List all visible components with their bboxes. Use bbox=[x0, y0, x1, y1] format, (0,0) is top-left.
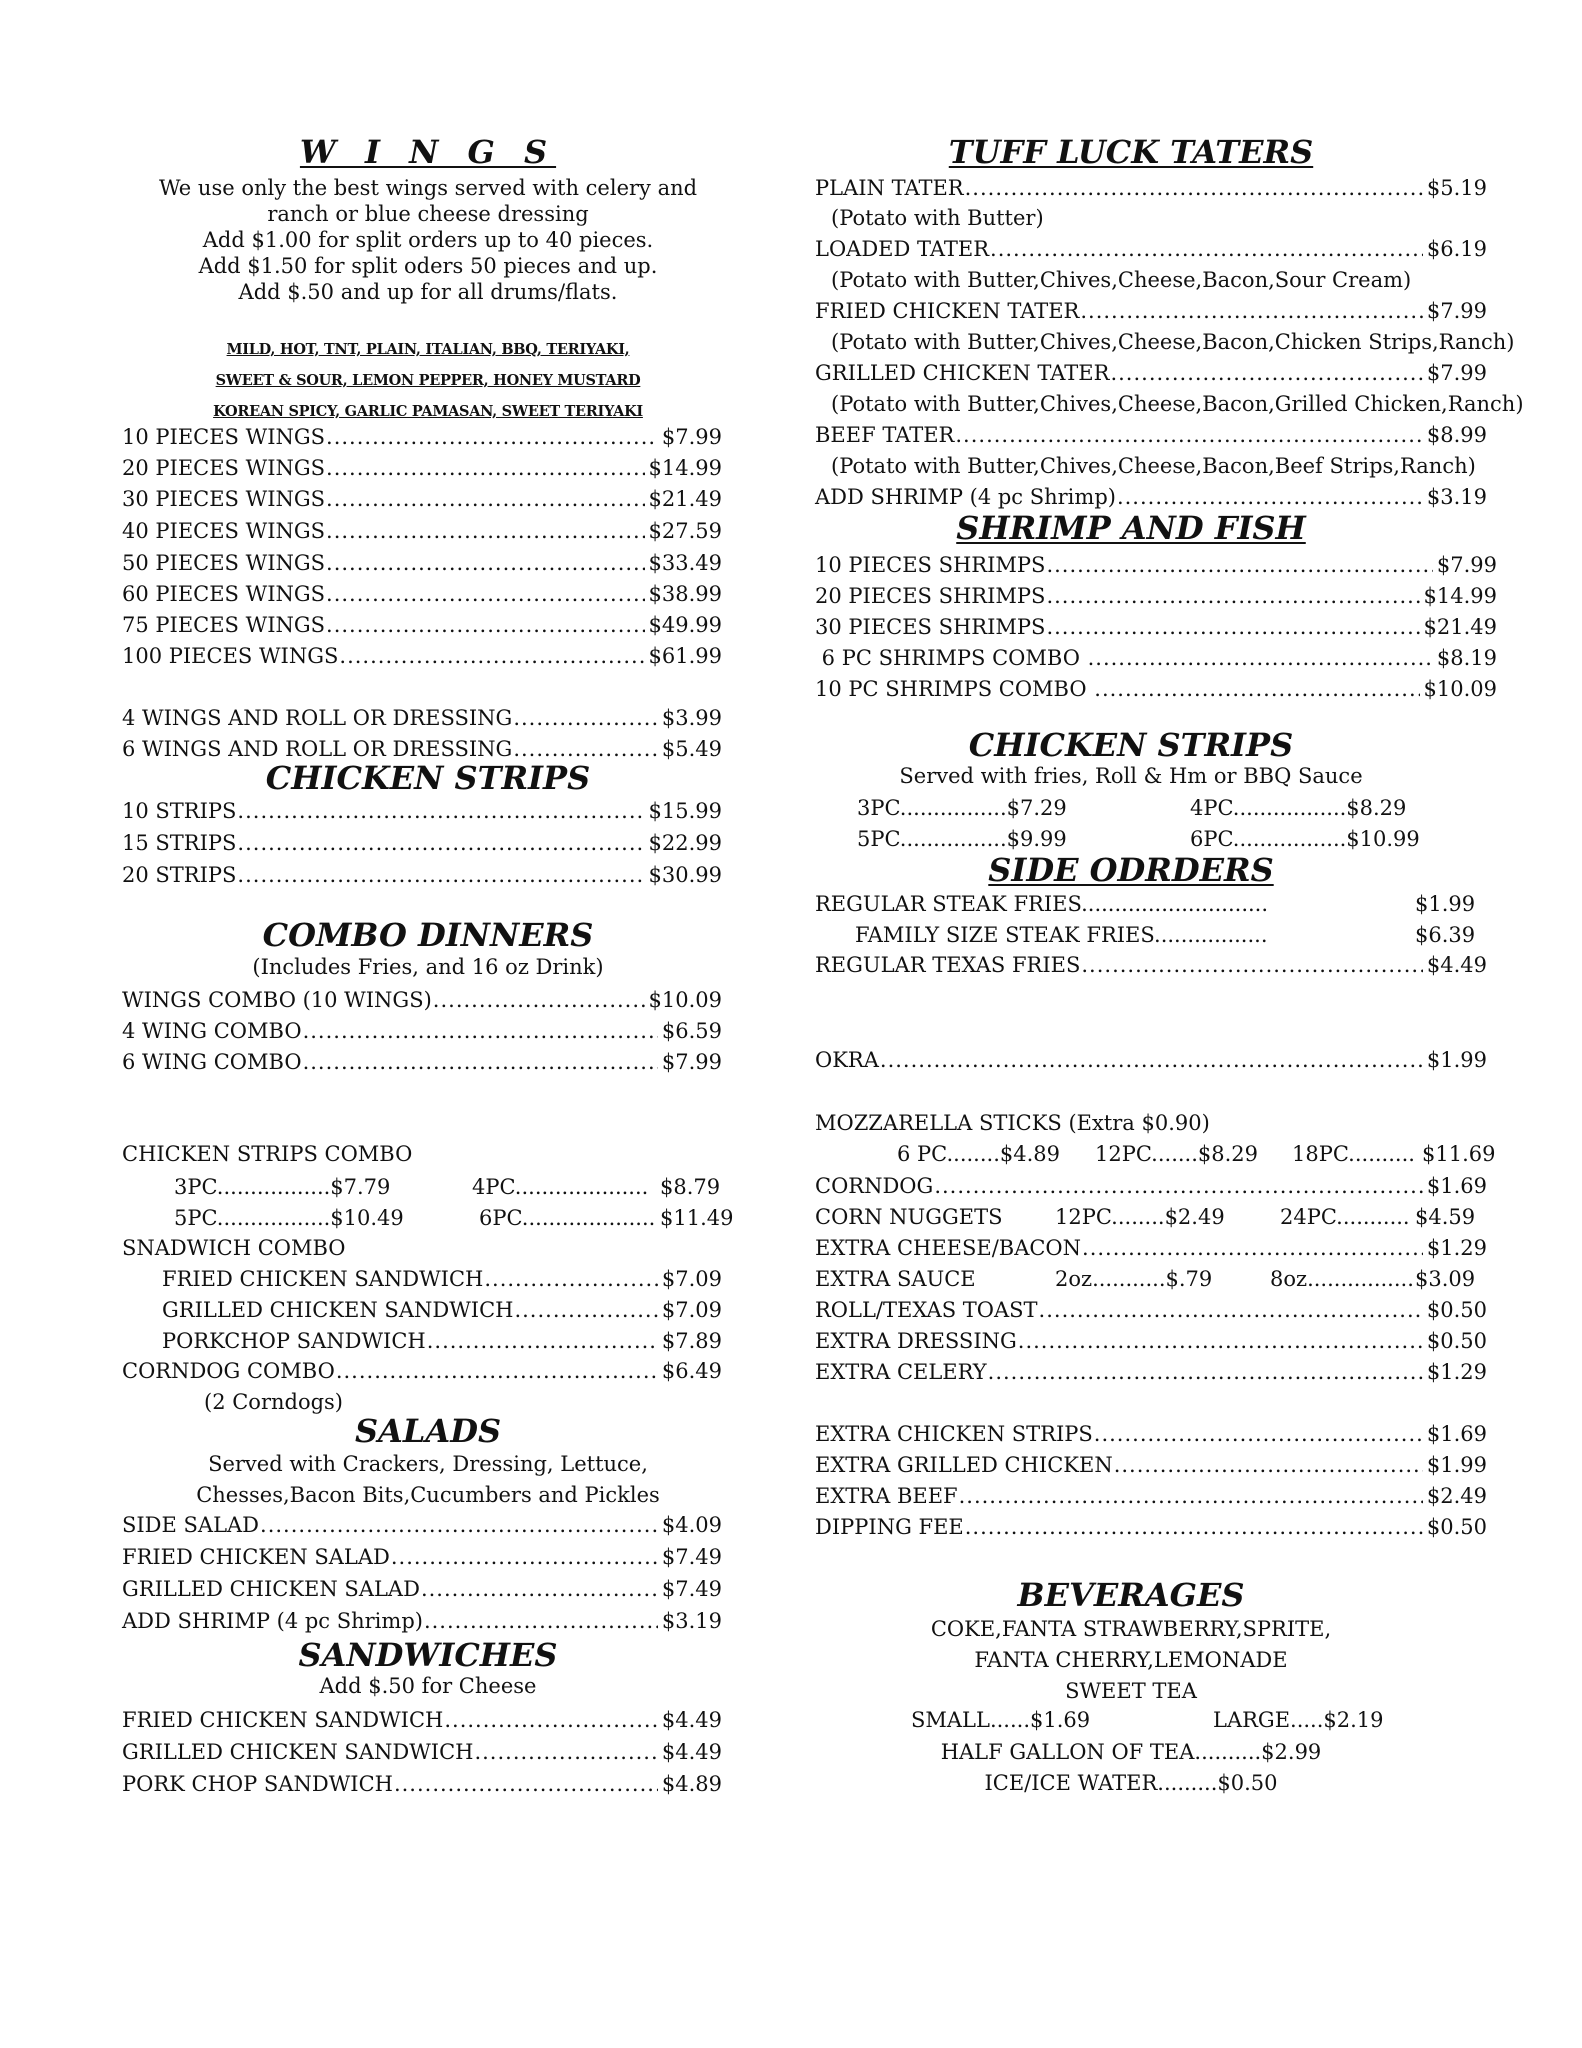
menu-item: ADD SHRIMP (4 pc Shrimp) ..... $3.19 bbox=[815, 484, 1487, 515]
corndog-combo bbox=[122, 1358, 722, 1384]
menu-item: EXTRA CHEESE/BACON ..... $1.29 bbox=[815, 1235, 1487, 1261]
wings-price-list bbox=[122, 424, 722, 674]
taters-list bbox=[815, 175, 1524, 515]
salads-title: SALADS bbox=[354, 1412, 502, 1450]
menu-item: PLAIN TATER ..... $5.19 bbox=[815, 175, 1487, 205]
menu-item: 40 PIECES WINGS ..... $27.59 bbox=[122, 518, 722, 550]
menu-item: 4 WINGS AND ROLL OR DRESSING ..... $3.99 bbox=[122, 705, 722, 736]
strips2-6pc: 6PC.................$10.99 bbox=[1190, 827, 1420, 851]
salads-description bbox=[122, 1449, 734, 1511]
menu-item: 10 PIECES WINGS ..... $7.99 bbox=[122, 424, 722, 455]
nuggets-label: CORN NUGGETS bbox=[815, 1205, 1003, 1229]
menu-item: ROLL/TEXAS TOAST ..... $0.50 bbox=[815, 1297, 1487, 1328]
taters-title: TUFF LUCK TATERS bbox=[948, 133, 1314, 171]
sauce-label: EXTRA SAUCE bbox=[815, 1267, 976, 1291]
menu-item: DIPPING FEE ..... $0.50 bbox=[815, 1514, 1487, 1545]
strips-combo-6pc-price: $11.49 bbox=[660, 1206, 734, 1230]
flavor-line: SWEET & SOUR, LEMON PEPPER, HONEY MUSTARD bbox=[215, 372, 641, 389]
menu-item: CORNDOG COMBO ..... $6.49 bbox=[122, 1358, 722, 1384]
shrimp-list bbox=[815, 552, 1505, 707]
menu-item: EXTRA BEEF ..... $2.49 bbox=[815, 1483, 1487, 1514]
menu-item: 30 PIECES WINGS ..... $21.49 bbox=[122, 486, 722, 518]
menu-item: 60 PIECES WINGS ..... $38.99 bbox=[122, 581, 722, 612]
strips-combo-5pc: 5PC.................$10.49 bbox=[174, 1206, 404, 1230]
strips-combo-3pc: 3PC.................$7.79 bbox=[174, 1175, 391, 1199]
menu-item: GRILLED CHICKEN SANDWICH ..... $7.09 bbox=[162, 1297, 722, 1328]
side-item-price: $1.99 bbox=[1415, 892, 1476, 916]
combo-description: (Includes Fries, and 16 oz Drink) bbox=[252, 955, 604, 979]
sides-bottom-list bbox=[815, 1421, 1487, 1545]
menu-item: OKRA ..... $1.99 bbox=[815, 1047, 1487, 1073]
sandwich-combo-label: SNADWICH COMBO bbox=[122, 1236, 346, 1260]
side-orders-title: SIDE ODRDERS bbox=[988, 851, 1274, 889]
shrimp-fish-title: SHRIMP AND FISH bbox=[956, 509, 1306, 547]
sauce-8oz: 8oz................ bbox=[1270, 1267, 1414, 1291]
mozzarella-12pc: 12PC.......$8.29 bbox=[1095, 1142, 1259, 1166]
menu-item: FRIED CHICKEN SANDWICH ..... $7.09 bbox=[162, 1266, 722, 1297]
sauce-8oz-price: $3.09 bbox=[1415, 1267, 1476, 1291]
nuggets-12pc: 12PC........$2.49 bbox=[1055, 1205, 1225, 1229]
chicken-strips-list bbox=[122, 798, 722, 894]
item-note: (Potato with Butter,Chives,Cheese,Bacon,Sour Cream) bbox=[831, 268, 1412, 292]
flavor-line: MILD, HOT, TNT, PLAIN, ITALIAN, BBQ, TERIYAKI, bbox=[226, 341, 630, 358]
strips2-4pc: 4PC.................$8.29 bbox=[1190, 796, 1407, 820]
wings-roll-list bbox=[122, 705, 722, 767]
menu-item: 10 PC SHRIMPS COMBO ..... $10.09 bbox=[815, 676, 1497, 707]
wings-title: W I N G S bbox=[299, 133, 557, 171]
corndog-note: (2 Corndogs) bbox=[204, 1390, 344, 1414]
chicken-strips-title: CHICKEN STRIPS bbox=[265, 759, 591, 797]
item-note: (Potato with Butter,Chives,Cheese,Bacon,Grilled Chicken,Ranch) bbox=[831, 392, 1524, 416]
wings-description bbox=[122, 175, 734, 305]
flavor-line: KOREAN SPICY, GARLIC PAMASAN, SWEET TERIYAKI bbox=[213, 403, 643, 420]
menu-item: ADD SHRIMP (4 pc Shrimp) ..... $3.19 bbox=[122, 1608, 722, 1640]
texas-fries-row bbox=[815, 952, 1487, 978]
menu-item: CORNDOG ..... $1.69 bbox=[815, 1173, 1487, 1199]
sandwich-combo-list bbox=[162, 1266, 722, 1359]
side-item-name: FAMILY SIZE STEAK FRIES................. bbox=[855, 923, 1268, 947]
menu-item: 6 WINGS AND ROLL OR DRESSING ..... $5.49 bbox=[122, 736, 722, 767]
menu-item: LOADED TATER ..... $6.19 bbox=[815, 236, 1487, 267]
menu-item: 4 WING COMBO ..... $6.59 bbox=[122, 1018, 722, 1049]
menu-item: 15 STRIPS ..... $22.99 bbox=[122, 830, 722, 862]
menu-item: 20 PIECES WINGS ..... $14.99 bbox=[122, 455, 722, 486]
item-note: (Potato with Butter) bbox=[831, 206, 1044, 230]
menu-item: FRIED CHICKEN SANDWICH ..... $4.49 bbox=[122, 1707, 722, 1739]
wings-desc-line: Add $.50 and up for all drums/flats. bbox=[238, 280, 618, 304]
wings-desc-line: Add $1.50 for split oders 50 pieces and up. bbox=[198, 254, 658, 278]
strips-combo-4pc: 4PC.................... bbox=[472, 1175, 649, 1199]
beverage-line: FANTA CHERRY,LEMONADE bbox=[974, 1648, 1288, 1672]
strips2-3pc: 3PC................$7.29 bbox=[857, 796, 1067, 820]
sandwiches-list bbox=[122, 1707, 722, 1803]
item-note: (Potato with Butter,Chives,Cheese,Bacon,Beef Strips,Ranch) bbox=[831, 454, 1476, 478]
beverage-large: LARGE.....$2.19 bbox=[1213, 1708, 1384, 1732]
beverage-small: SMALL......$1.69 bbox=[911, 1708, 1091, 1732]
salads-list bbox=[122, 1512, 722, 1640]
menu-item: SIDE SALAD ..... $4.09 bbox=[122, 1512, 722, 1544]
chicken-strips-2-title: CHICKEN STRIPS bbox=[968, 726, 1294, 764]
menu-item: PORKCHOP SANDWICH ..... $7.89 bbox=[162, 1328, 722, 1359]
combo-list bbox=[122, 987, 722, 1080]
menu-item: PORK CHOP SANDWICH ..... $4.89 bbox=[122, 1771, 722, 1803]
menu-item: GRILLED CHICKEN SANDWICH ..... $4.49 bbox=[122, 1739, 722, 1771]
beverages-list bbox=[815, 1614, 1447, 1707]
mozzarella-18pc-price: $11.69 bbox=[1422, 1142, 1496, 1166]
nuggets-24pc: 24PC........... bbox=[1280, 1205, 1410, 1229]
menu-item: 20 PIECES SHRIMPS ..... $14.99 bbox=[815, 583, 1497, 614]
menu-item: 30 PIECES SHRIMPS ..... $21.49 bbox=[815, 614, 1497, 645]
wings-desc-line: We use only the best wings served with celery and bbox=[158, 176, 698, 200]
menu-item: 50 PIECES WINGS ..... $33.49 bbox=[122, 550, 722, 581]
salads-desc-line: Chesses,Bacon Bits,Cucumbers and Pickles bbox=[196, 1483, 660, 1507]
strips2-5pc: 5PC................$9.99 bbox=[857, 827, 1067, 851]
strips-combo-4pc-price: $8.79 bbox=[660, 1175, 721, 1199]
wings-desc-line: Add $1.00 for split orders up to 40 pieces. bbox=[202, 228, 654, 252]
item-note: (Potato with Butter,Chives,Cheese,Bacon,Chicken Strips,Ranch) bbox=[831, 330, 1515, 354]
menu-item: 10 STRIPS ..... $15.99 bbox=[122, 798, 722, 830]
menu-item: EXTRA GRILLED CHICKEN ..... $1.99 bbox=[815, 1452, 1487, 1483]
wings-flavors bbox=[122, 334, 734, 427]
beverage-half-gallon: HALF GALLON OF TEA..........$2.99 bbox=[940, 1740, 1322, 1764]
okra-row bbox=[815, 1047, 1487, 1073]
menu-item: 100 PIECES WINGS ..... $61.99 bbox=[122, 643, 722, 674]
cheese-bacon-row bbox=[815, 1235, 1487, 1261]
strips-combo-label: CHICKEN STRIPS COMBO bbox=[122, 1142, 413, 1166]
side-item-price: $6.39 bbox=[1415, 923, 1476, 947]
menu-item: EXTRA CELERY ..... $1.29 bbox=[815, 1359, 1487, 1390]
strips-combo-6pc: 6PC.................... bbox=[479, 1206, 656, 1230]
combo-dinners-title: COMBO DINNERS bbox=[262, 916, 594, 954]
sandwiches-description: Add $.50 for Cheese bbox=[319, 1674, 537, 1698]
menu-item: REGULAR TEXAS FRIES ..... $4.49 bbox=[815, 952, 1487, 978]
beverage-line: SWEET TEA bbox=[1065, 1679, 1197, 1703]
menu-item: FRIED CHICKEN TATER ..... $7.99 bbox=[815, 298, 1487, 329]
menu-item: EXTRA CHICKEN STRIPS ..... $1.69 bbox=[815, 1421, 1487, 1452]
menu-item: 20 STRIPS ..... $30.99 bbox=[122, 862, 722, 894]
menu-item: GRILLED CHICKEN SALAD ..... $7.49 bbox=[122, 1576, 722, 1608]
side-item-name: REGULAR STEAK FRIES............................ bbox=[815, 892, 1269, 916]
nuggets-24pc-price: $4.59 bbox=[1415, 1205, 1476, 1229]
beverages-title: BEVERAGES bbox=[1017, 1576, 1245, 1614]
menu-item: EXTRA DRESSING ..... $0.50 bbox=[815, 1328, 1487, 1359]
mozzarella-18pc: 18PC.......... bbox=[1292, 1142, 1415, 1166]
mozzarella-6pc: 6 PC........$4.89 bbox=[897, 1142, 1061, 1166]
chicken-strips-2-desc: Served with fries, Roll & Hm or BBQ Sauce bbox=[899, 764, 1363, 788]
menu-item: 6 WING COMBO ..... $7.99 bbox=[122, 1049, 722, 1080]
menu-item: FRIED CHICKEN SALAD ..... $7.49 bbox=[122, 1544, 722, 1576]
sauce-2oz: 2oz...........$.79 bbox=[1055, 1267, 1213, 1291]
salads-desc-line: Served with Crackers, Dressing, Lettuce, bbox=[208, 1452, 648, 1476]
menu-item: GRILLED CHICKEN TATER ..... $7.99 bbox=[815, 360, 1487, 391]
sides-mid-list bbox=[815, 1297, 1487, 1390]
beverage-ice: ICE/ICE WATER.........$0.50 bbox=[984, 1771, 1278, 1795]
menu-item: 10 PIECES SHRIMPS ..... $7.99 bbox=[815, 552, 1497, 583]
menu-item: BEEF TATER ..... $8.99 bbox=[815, 422, 1487, 453]
menu-item: 6 PC SHRIMPS COMBO ..... $8.19 bbox=[815, 645, 1497, 676]
mozzarella-label: MOZZARELLA STICKS (Extra $0.90) bbox=[815, 1111, 1210, 1135]
sandwiches-title: SANDWICHES bbox=[298, 1636, 558, 1674]
menu-item: WINGS COMBO (10 WINGS) ..... $10.09 bbox=[122, 987, 722, 1018]
corndog-row bbox=[815, 1173, 1487, 1199]
beverage-line: COKE,FANTA STRAWBERRY,SPRITE, bbox=[930, 1617, 1332, 1641]
wings-desc-line: ranch or blue cheese dressing bbox=[267, 202, 589, 226]
menu-item: 75 PIECES WINGS ..... $49.99 bbox=[122, 612, 722, 643]
